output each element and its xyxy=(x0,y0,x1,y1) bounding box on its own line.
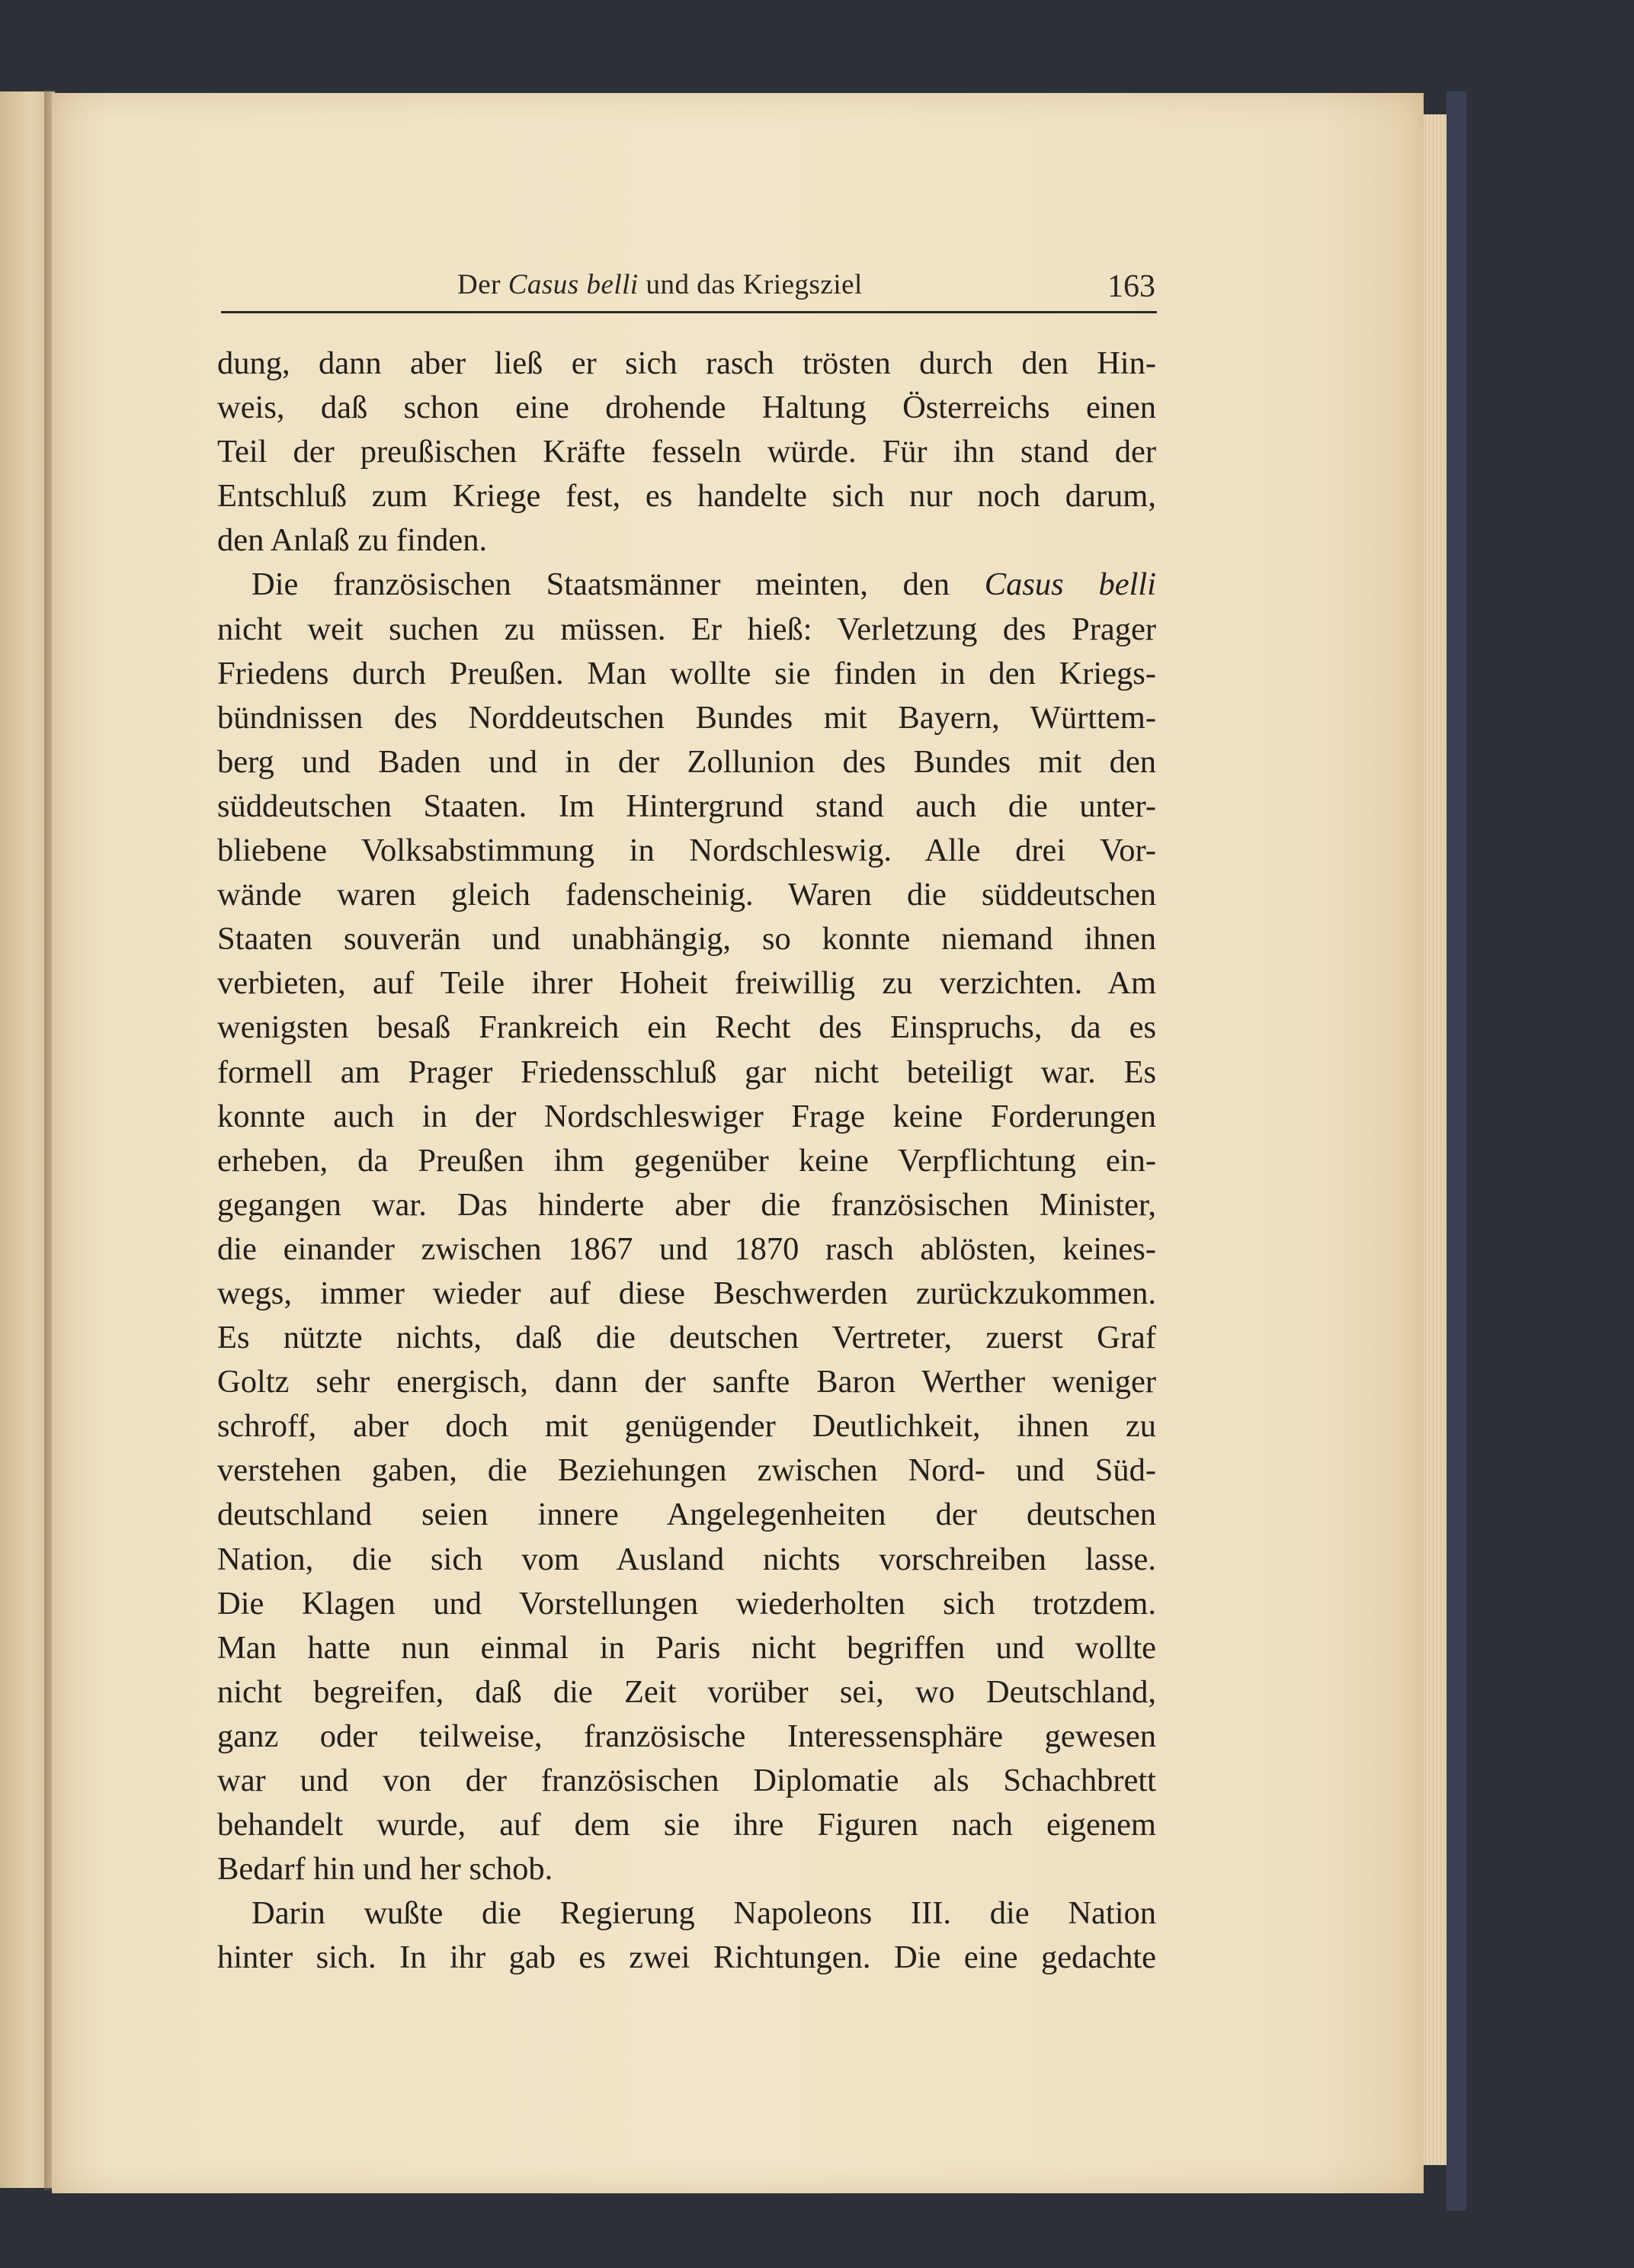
text-line-content: schroff, aber doch mit genügender Deutlichkeit, ihnen zu xyxy=(217,1408,1156,1445)
text-line-content: deutschland seien innere Angelegenheiten der deutschen xyxy=(217,1496,1156,1533)
text-line xyxy=(217,1891,1156,1936)
text-line-content: dung, dann aber ließ er sich rasch trösten durch den Hin- xyxy=(217,345,1156,381)
text-line xyxy=(217,1404,1156,1448)
text-line-content: bündnissen des Norddeutschen Bundes mit Bayern, Württem- xyxy=(217,699,1156,736)
text-line-content: Die französischen Staatsmänner meinten, den xyxy=(252,566,985,603)
text-line-content: Goltz sehr energisch, dann der sanfte Baron Werther weniger xyxy=(217,1364,1156,1400)
text-line-content: behandelt wurde, auf dem sie ihre Figuren nach eigenem xyxy=(217,1807,1156,1843)
text-line xyxy=(217,1316,1156,1360)
text-line-content: ganz oder teilweise, französische Interessensphäre gewesen xyxy=(217,1718,1156,1754)
text-line-content: Entschluß zum Kriege fest, es handelte sich nur noch darum, xyxy=(217,478,1156,515)
text-line-content: wenigsten besaß Frankreich ein Recht des Einspruchs, da es xyxy=(217,1009,1156,1046)
text-line xyxy=(217,1803,1156,1847)
text-line xyxy=(217,1360,1156,1404)
text-line-content: Man hatte nun einmal in Paris nicht begriffen und wollte xyxy=(217,1629,1156,1666)
text-line-content: nicht begreifen, daß die Zeit vorüber sei, wo Deutschland, xyxy=(217,1673,1156,1710)
text-line xyxy=(217,1626,1156,1670)
text-line-content: verstehen gaben, die Beziehungen zwischen Nord- und Süd- xyxy=(217,1452,1156,1489)
text-line xyxy=(217,342,1156,386)
text-line xyxy=(217,474,1156,518)
text-line xyxy=(217,563,1156,607)
text-line xyxy=(217,1095,1156,1139)
text-line xyxy=(217,1139,1156,1183)
text-line-content: Darin wußte die Regierung Napoleons III. die Nation xyxy=(252,1895,1156,1932)
text-line-italic: Casus belli xyxy=(984,566,1156,603)
text-line-content: süddeutschen Staaten. Im Hintergrund stand auch die unter- xyxy=(217,788,1156,824)
text-line xyxy=(217,430,1156,474)
text-line xyxy=(217,1448,1156,1493)
text-line-content: die einander zwischen 1867 und 1870 rasch ablösten, keines- xyxy=(217,1230,1156,1267)
text-line xyxy=(217,873,1156,917)
text-line xyxy=(217,740,1156,784)
text-line-content: verbieten, auf Teile ihrer Hoheit freiwillig zu verzichten. Am xyxy=(217,965,1156,1002)
text-line-content: Die Klagen und Vorstellungen wiederholten sich trotzdem. xyxy=(217,1585,1156,1622)
text-line xyxy=(217,1759,1156,1803)
text-line xyxy=(217,784,1156,829)
text-line xyxy=(217,1936,1156,1980)
text-line xyxy=(217,1847,1156,1891)
text-line-content: wegs, immer wieder auf diese Beschwerden zurückzukommen. xyxy=(217,1275,1156,1311)
text-line-content: weis, daß schon eine drohende Haltung Österreichs einen xyxy=(217,390,1156,426)
text-line xyxy=(217,1051,1156,1095)
text-line-content: formell am Prager Friedensschluß gar nicht beteiligt war. Es xyxy=(217,1054,1156,1090)
text-line-content: erheben, da Preußen ihm gegenüber keine Verpflichtung ein- xyxy=(217,1142,1156,1179)
text-line-content: hinter sich. In ihr gab es zwei Richtungen. Die eine gedachte xyxy=(217,1939,1156,1976)
text-line-content: Friedens durch Preußen. Man wollte sie finden in den Kriegs- xyxy=(217,655,1156,691)
body-text xyxy=(217,342,1156,1980)
text-line xyxy=(217,608,1156,652)
running-head-title-prefix: Der xyxy=(457,269,508,300)
text-line xyxy=(217,1582,1156,1626)
page-number: 163 xyxy=(1107,269,1155,304)
text-line-content: Teil der preußischen Kräfte fesseln würde. Für ihn stand der xyxy=(217,434,1156,470)
text-line xyxy=(217,386,1156,430)
text-line xyxy=(217,961,1156,1006)
text-line-content: konnte auch in der Nordschleswiger Frage keine Forderungen xyxy=(217,1098,1156,1134)
text-line xyxy=(217,917,1156,961)
text-line xyxy=(217,1006,1156,1050)
text-line xyxy=(217,696,1156,740)
text-line xyxy=(217,1715,1156,1759)
text-line xyxy=(217,518,1156,563)
running-head-title xyxy=(457,268,863,301)
text-line xyxy=(217,1670,1156,1715)
text-line xyxy=(217,1272,1156,1316)
book-cover-edge xyxy=(1447,91,1466,2211)
text-line xyxy=(217,1493,1156,1537)
text-line-content: gegangen war. Das hinderte aber die französischen Minister, xyxy=(217,1186,1156,1223)
text-line-content: war und von der französischen Diplomatie als Schachbrett xyxy=(217,1763,1156,1798)
text-line xyxy=(217,829,1156,873)
text-line-content: Es nützte nichts, daß die deutschen Vertreter, zuerst Graf xyxy=(217,1320,1156,1356)
text-line-content: wände waren gleich fadenscheinig. Waren die süddeutschen xyxy=(217,877,1156,913)
text-line-content: Nation, die sich vom Ausland nichts vorschreiben lasse. xyxy=(217,1541,1156,1577)
text-line xyxy=(217,1227,1156,1272)
running-head-title-suffix: und das Kriegsziel xyxy=(638,269,863,300)
running-head xyxy=(221,265,1157,313)
text-line-content: berg und Baden und in der Zollunion des Bundes mit den xyxy=(217,743,1156,780)
text-line xyxy=(217,1183,1156,1227)
text-line-content: nicht weit suchen zu müssen. Er hieß: Verletzung des Prager xyxy=(217,611,1156,647)
text-line xyxy=(217,1538,1156,1582)
text-line-content: Bedarf hin und her schob. xyxy=(217,1851,553,1888)
running-head-title-italic: Casus belli xyxy=(508,269,639,300)
text-line-content: den Anlaß zu finden. xyxy=(217,522,488,559)
text-line xyxy=(217,652,1156,696)
text-line-content: bliebene Volksabstimmung in Nordschleswig. Alle drei Vor- xyxy=(217,832,1156,869)
page-block-edges xyxy=(1424,114,1447,2165)
text-line-content: Staaten souverän und unabhängig, so konnte niemand ihnen xyxy=(217,921,1156,958)
